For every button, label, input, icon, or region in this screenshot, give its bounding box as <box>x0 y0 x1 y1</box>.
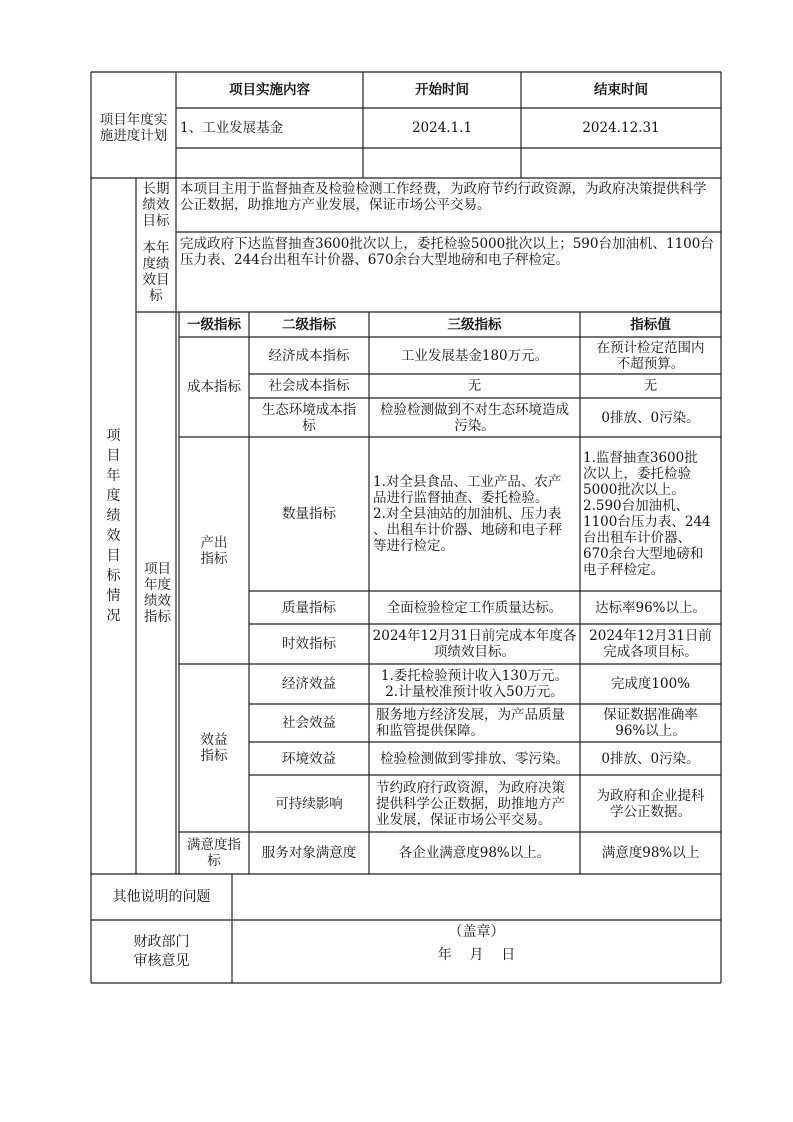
benefit-economic-value: 完成度100% <box>610 676 691 692</box>
output-indicator-label: 产出 指标 <box>200 534 228 567</box>
cost-social-value: 无 <box>643 378 658 394</box>
benefit-sustainable-name: 可持续影响 <box>275 795 343 812</box>
plan-end-cell: 2024.12.31 <box>582 120 660 136</box>
output-quality-value: 达标率96%以上。 <box>594 599 706 616</box>
long-term-text: 本项目主用于监督抽查及检验检测工作经费，为政府节约行政资源，为政府决策提供科学公正数据，助推地方产业发展，保证市场公平交易。 <box>180 181 707 213</box>
plan-start-cell: 2024.1.1 <box>411 120 473 136</box>
seal-text: （盖章） <box>448 924 505 940</box>
annual-label: 本年 度绩 效目 标 <box>142 240 170 304</box>
output-quantity-detail: 1.对全县食品、工业产品、农产 品进行监督抽查、委托检验。 2.对全县油站的加油机、压力表 、出租车计价器、地磅和电子秤 等进行检定。 <box>373 474 562 554</box>
output-quality-detail: 全面检验检定工作质量达标。 <box>386 599 563 616</box>
benefit-social-value: 保证数据准确率 96%以上。 <box>603 707 698 739</box>
cost-economic-name: 经济成本指标 <box>268 347 350 364</box>
cost-indicator-label: 成本指标 <box>187 379 241 395</box>
benefit-social-name: 社会效益 <box>282 715 336 731</box>
cost-social-detail: 无 <box>467 378 482 394</box>
header-value: 指标值 <box>630 316 671 333</box>
satisfaction-indicator-label: 满意度指 标 <box>187 837 241 869</box>
benefit-economic-name: 经济效益 <box>282 676 336 692</box>
other-issues-text <box>236 874 721 920</box>
benefit-environmental-detail: 检验检测做到零排放、零污染。 <box>380 750 569 767</box>
plan-header-end: 结束时间 <box>594 82 648 98</box>
plan-header-start: 开始时间 <box>415 82 469 98</box>
satisfaction-name: 服务对象满意度 <box>261 845 357 861</box>
benefit-sustainable-detail: 节约政府行政资源，为政府决策 提供科学公正数据，助推地方产 业发展，保证市场公平交易。 <box>376 779 565 828</box>
satisfaction-detail: 各企业满意度98%以上。 <box>398 845 551 861</box>
header-level3: 三级指标 <box>447 316 502 333</box>
benefit-indicator-label: 效益 指标 <box>200 732 228 764</box>
header-level2: 二级指标 <box>282 316 336 333</box>
finance-review-label: 财政部门 审核意见 <box>133 933 190 969</box>
other-issues-label: 其他说明的问题 <box>112 889 211 905</box>
plan-content-cell: 1、工业发展基金 <box>180 120 284 136</box>
output-quality-name: 质量指标 <box>282 599 336 616</box>
cost-ecological-value: 0排放、0污染。 <box>601 409 700 426</box>
benefit-social-detail: 服务地方经济发展，为产品质量 和监管提供保障。 <box>376 707 565 739</box>
cost-economic-value: 在预计检定范围内 不超预算。 <box>596 339 705 372</box>
output-quantity-value: 1.监督抽查3600批 次以上，委托检验 5000批次以上。 2.590台加油机、 1100台压力表、244 台出租车计价器、 670余台大型地磅和 电子秤检定。 <box>583 450 711 578</box>
benefit-environmental-value: 0排放、0污染。 <box>601 750 700 767</box>
plan-header-content: 项目实施内容 <box>229 82 310 98</box>
annual-text: 完成政府下达监督抽查3600批次以上，委托检验5000批次以上；590台加油机、1100台压力表、244台出租车计价器、670余台大型地磅和电子秤检定。 <box>180 236 714 268</box>
benefit-environmental-name: 环境效益 <box>282 750 336 767</box>
perf-outer-label: 项 目 年 度 绩 效 目 标 情 况 <box>106 428 121 624</box>
benefit-economic-detail: 1.委托检验预计收入130万元。 2.计量校准预计收入50万元。 <box>380 668 569 700</box>
plan-row-label: 项目年度实 施进度计划 <box>99 112 168 144</box>
indicator-label: 项目 年度 绩效 指标 <box>144 561 171 625</box>
output-timeliness-value: 2024年12月31日前 完成各项目标。 <box>589 628 712 660</box>
long-term-label: 长期 绩效 目标 <box>142 181 170 229</box>
header-level1: 一级指标 <box>187 316 241 333</box>
output-quantity-name: 数量指标 <box>282 506 336 522</box>
cost-ecological-name: 生态环境成本指 标 <box>261 401 357 434</box>
satisfaction-value: 满意度98%以上 <box>601 845 700 861</box>
output-timeliness-name: 时效指标 <box>282 636 336 652</box>
cost-ecological-detail: 检验检测做到不对生态环境造成 污染。 <box>380 401 569 434</box>
output-timeliness-detail: 2024年12月31日前完成本年度各 项绩效目标。 <box>372 628 577 660</box>
review-date: 年 月 日 <box>437 947 516 963</box>
cost-social-name: 社会成本指标 <box>268 378 350 394</box>
benefit-sustainable-value: 为政府和企业提科 学公正数据。 <box>596 787 705 820</box>
cost-economic-detail: 工业发展基金180万元。 <box>400 347 549 364</box>
